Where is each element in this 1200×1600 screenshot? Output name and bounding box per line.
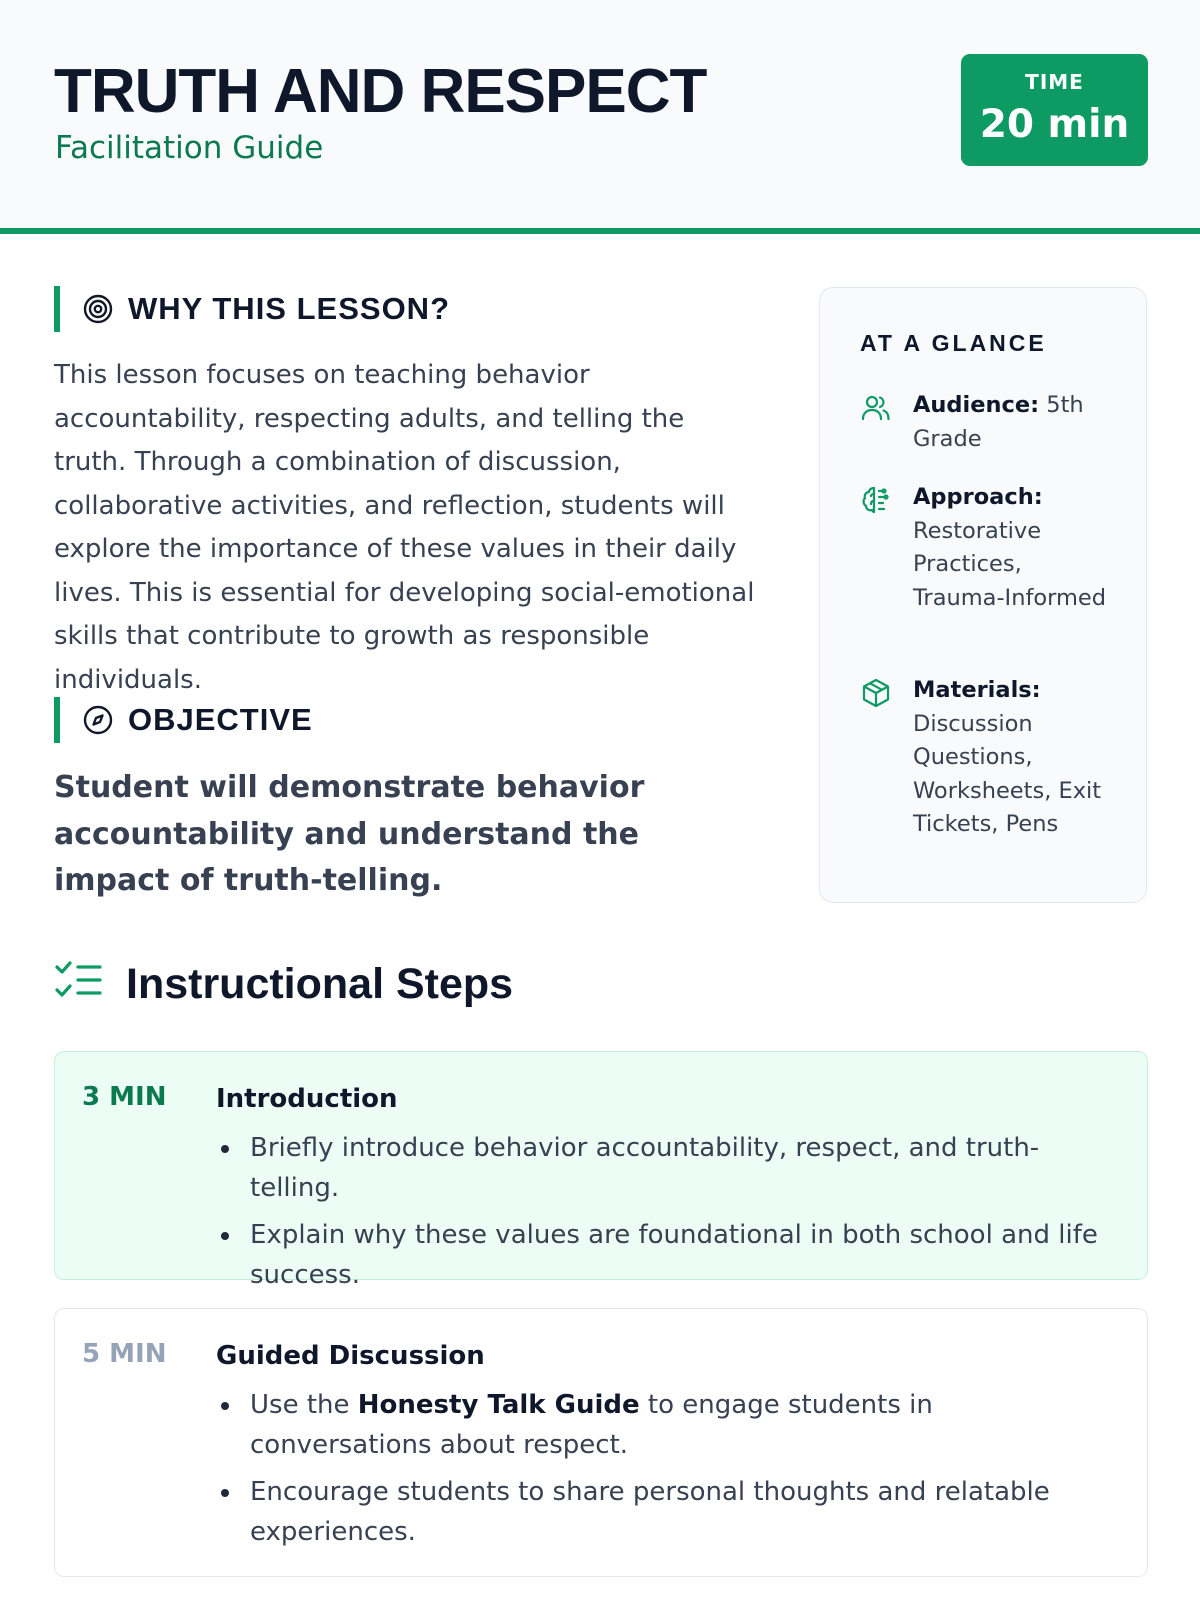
glance-value: Restorative Practices, Trauma-Informed (913, 517, 1107, 611)
steps-title: Instructional Steps (126, 959, 514, 1008)
brain-icon (860, 484, 892, 516)
step-title: Guided Discussion (216, 1341, 485, 1371)
package-icon (860, 677, 892, 709)
objective-heading: OBJECTIVE (128, 702, 313, 737)
glance-label: Approach: (913, 484, 1043, 510)
step-title: Introduction (216, 1084, 398, 1114)
objective-body-text: Student will demonstrate behavior accountability and understand the impact of truth-telling. (54, 770, 645, 898)
objective-section-heading (54, 697, 313, 743)
step-bullet-list (216, 1128, 1116, 1302)
checklist-icon (54, 960, 104, 1008)
at-a-glance-card (819, 287, 1147, 903)
honesty-talk-guide-reference: Honesty Talk Guide (357, 1390, 640, 1420)
users-icon (860, 392, 892, 424)
glance-title: AT A GLANCE (860, 330, 1047, 356)
time-badge-label: TIME (1025, 70, 1084, 94)
step-card-introduction (54, 1051, 1148, 1290)
time-badge (961, 54, 1148, 166)
step-duration: 5 MIN (82, 1339, 167, 1369)
glance-value: 5th Grade (913, 392, 1084, 452)
glance-value: Discussion Questions, Worksheets, Exit Tickets, Pens (913, 710, 1102, 837)
step-duration: 3 MIN (82, 1082, 167, 1112)
list-item: Briefly introduce behavior accountability, respect, and truth-telling. (216, 1128, 1116, 1208)
compass-icon (82, 704, 114, 736)
glance-label: Materials: (913, 677, 1041, 703)
target-icon (82, 293, 114, 325)
list-item: Use the Honesty Talk Guide to engage students in conversations about respect. (216, 1385, 1116, 1465)
page-title: TRUTH AND RESPECT (54, 57, 707, 126)
why-body-text: This lesson focuses on teaching behavior accountability, respecting adults, and telling the truth. Through a combination of discussion, collaborative activities, and reflection, students will explore the importance of these values in their daily lives. This is essential for developing social-emotional skills that contribute to growth as responsible individuals. (54, 360, 755, 695)
glance-label: Audience: (913, 392, 1040, 418)
list-item: Explain why these values are foundational in both school and life success. (216, 1215, 1116, 1295)
page-header (0, 0, 1200, 234)
step-card-guided-discussion (54, 1308, 1148, 1577)
list-item: Encourage students to share personal thoughts and relatable experiences. (216, 1472, 1116, 1552)
step-bullet-list (216, 1385, 1116, 1559)
why-section-heading (54, 286, 450, 332)
time-badge-value: 20 min (979, 102, 1130, 147)
page-subtitle: Facilitation Guide (55, 130, 324, 166)
steps-heading (54, 954, 513, 1014)
why-heading: WHY THIS LESSON? (128, 291, 451, 326)
